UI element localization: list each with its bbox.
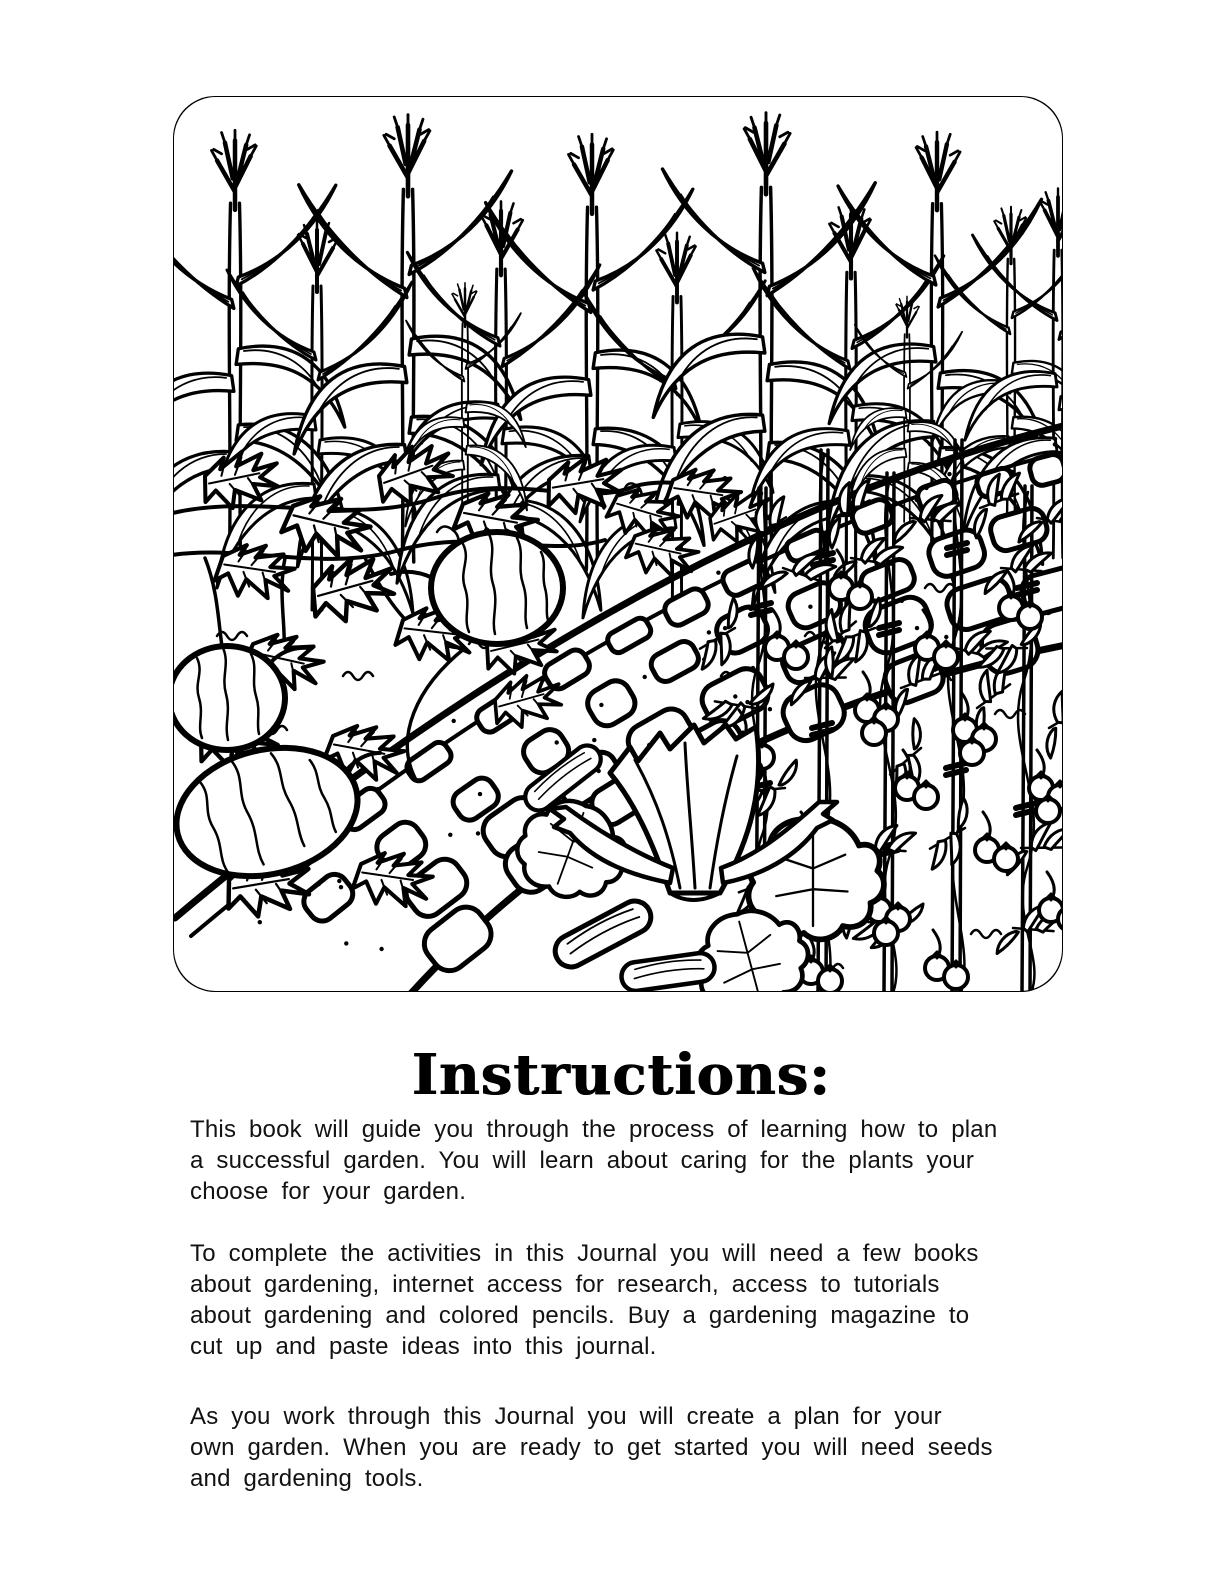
garden-illustration-frame	[165, 88, 1071, 1000]
text-line: a successful garden. You will learn about caring for the plants your	[190, 1147, 975, 1174]
garden-illustration	[165, 88, 1071, 1000]
text-line: As you work through this Journal you will create a plan for your	[190, 1403, 942, 1430]
paragraph-3	[190, 1401, 1052, 1494]
text-line: about gardening, internet access for research, access to tutorials	[190, 1271, 940, 1298]
text-line: about gardening and colored pencils. Buy a gardening magazine to	[190, 1302, 970, 1329]
paragraph-1	[190, 1114, 1052, 1207]
instructions-heading: Instructions:	[411, 1042, 831, 1108]
text-line: This book will guide you through the process of learning how to plan	[190, 1116, 998, 1143]
text-line: cut up and paste ideas into this journal.	[190, 1333, 657, 1360]
text-line: choose for your garden.	[190, 1178, 467, 1205]
paragraph-2	[190, 1238, 1052, 1362]
instructions-section	[190, 1042, 1052, 1525]
text-line: and gardening tools.	[190, 1465, 424, 1492]
text-line: own garden. When you are ready to get started you will need seeds	[190, 1434, 993, 1461]
text-line: To complete the activities in this Journal you will need a few books	[190, 1240, 979, 1267]
